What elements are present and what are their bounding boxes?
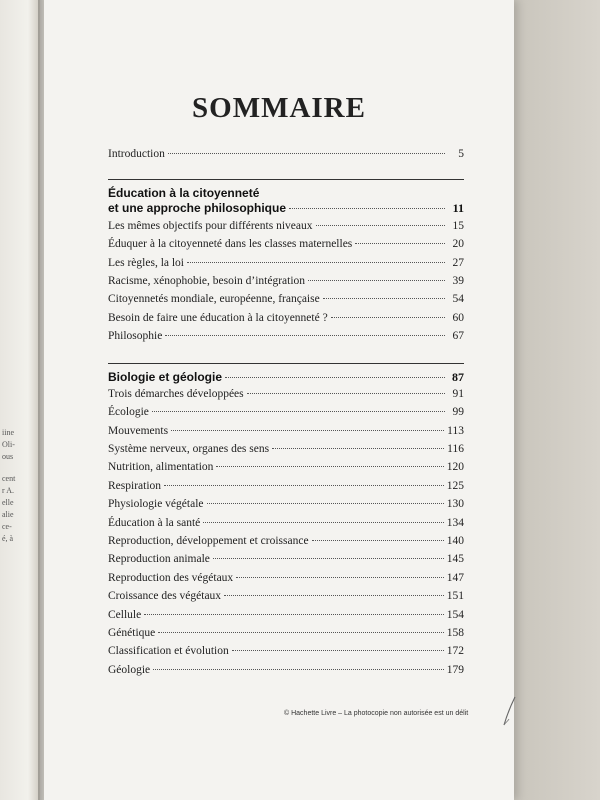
toc-entry-page: 39 (452, 274, 464, 287)
prev-page-fragment: Oli- (2, 440, 15, 449)
previous-page-edge (0, 0, 40, 800)
toc-entry-page: 5 (458, 148, 464, 160)
dot-leader (272, 448, 444, 449)
toc-entry-label: Besoin de faire une éducation à la citoyenneté ? (108, 311, 328, 324)
prev-page-fragment: cent (2, 474, 16, 483)
toc-entry-page: 130 (446, 498, 464, 511)
dot-leader (316, 225, 446, 226)
page-title: SOMMAIRE (192, 92, 366, 124)
prev-page-fragment: elle (2, 498, 14, 507)
toc-entry-label: Les mêmes objectifs pour différents niveaux (108, 219, 313, 232)
toc-entry-page: 172 (446, 645, 464, 658)
prev-page-fragment: alie (2, 510, 14, 519)
toc-entry[interactable] (108, 572, 464, 590)
dot-leader (213, 558, 444, 559)
toc-entry-label: Reproduction des végétaux (108, 571, 234, 584)
dot-leader (232, 650, 444, 651)
toc-entry-page: 134 (446, 516, 464, 529)
toc-entry[interactable] (108, 312, 464, 330)
toc-entry-page: 179 (446, 663, 464, 676)
handwritten-page-mark (499, 695, 519, 729)
toc-entry-label: Classification et évolution (108, 645, 229, 658)
toc-entry-label: Reproduction, développement et croissance (108, 535, 309, 548)
dot-leader (187, 262, 445, 263)
pencil-stroke-icon (499, 695, 519, 729)
toc-entry[interactable] (108, 388, 464, 406)
toc-entry[interactable] (108, 664, 464, 682)
toc-entry[interactable] (108, 498, 464, 516)
toc-entry-label: Nutrition, alimentation (108, 461, 214, 474)
toc-entry-page: 116 (447, 443, 464, 456)
toc-entry-label: Trois démarches développées (108, 387, 244, 400)
toc-entry-label: Respiration (108, 479, 162, 492)
toc-entry-label: Reproduction animale (108, 553, 210, 566)
toc-entry-page: 125 (446, 479, 464, 492)
toc-entry-page: 27 (452, 256, 464, 269)
toc-entry-label: Cellule (108, 608, 142, 621)
toc-entry-page: 158 (446, 626, 464, 639)
section-page: 11 (452, 201, 464, 216)
toc-entry-page: 147 (446, 571, 464, 584)
dot-leader (207, 503, 444, 504)
toc-entry[interactable] (108, 517, 464, 535)
toc-entry-label: Éduquer à la citoyenneté dans les classes maternelles (108, 238, 353, 251)
copyright-footer: © Hachette Livre – La photocopie non autorisée est un délit (284, 710, 469, 717)
toc-entry-label: Racisme, xénophobie, besoin d’intégration (108, 274, 306, 287)
toc-entry-page: 20 (452, 238, 464, 251)
dot-leader (312, 540, 444, 541)
dot-leader (203, 522, 443, 523)
toc-entry[interactable] (108, 645, 464, 663)
dot-leader (225, 377, 445, 378)
dot-leader (308, 280, 445, 281)
toc-entry-label: Croissance des végétaux (108, 590, 222, 603)
dot-leader (216, 466, 443, 467)
toc-entry-label: Génétique (108, 626, 156, 639)
toc-entry[interactable] (108, 443, 464, 461)
toc-entry-introduction[interactable] (108, 148, 464, 166)
dot-leader (355, 243, 445, 244)
toc-entry-page: 113 (447, 424, 464, 437)
toc-entry-page: 91 (452, 387, 464, 400)
toc-entry-page: 99 (452, 406, 464, 419)
dot-leader (152, 411, 445, 412)
book-page (44, 0, 514, 800)
prev-page-fragment: r A. (2, 486, 14, 495)
toc-entry-label: Écologie (108, 406, 149, 419)
toc-entry-label: Système nerveux, organes des sens (108, 443, 270, 456)
toc-entry-label: Éducation à la santé (108, 516, 201, 529)
toc-entry-page: 15 (452, 219, 464, 232)
toc-entry[interactable] (108, 627, 464, 645)
toc-entry-label: Géologie (108, 663, 151, 676)
dot-leader (168, 153, 445, 154)
prev-page-fragment: ce- (2, 522, 12, 531)
toc-entry[interactable] (108, 257, 464, 275)
toc-entry[interactable] (108, 535, 464, 553)
prev-page-fragment: é, à (2, 534, 14, 543)
toc-entry-page: 140 (446, 535, 464, 548)
toc-entry[interactable] (108, 238, 464, 256)
toc-entry[interactable] (108, 609, 464, 627)
dot-leader (224, 595, 444, 596)
toc-entry-label: Philosophie (108, 330, 163, 343)
prev-page-fragment: iine (2, 428, 14, 437)
section-heading-line2: et une approche philosophique (108, 201, 287, 216)
toc-entry-page: 54 (452, 293, 464, 306)
section-heading-citizenship-line2[interactable] (108, 201, 464, 219)
dot-leader (247, 393, 445, 394)
toc-entry-page: 120 (446, 461, 464, 474)
toc-entry[interactable] (108, 220, 464, 238)
section-page: 87 (452, 369, 464, 384)
table-of-contents (108, 148, 464, 682)
toc-entry-page: 67 (452, 330, 464, 343)
toc-entry-label: Mouvements (108, 424, 169, 437)
dot-leader (153, 669, 444, 670)
toc-entry[interactable] (108, 461, 464, 479)
toc-entry[interactable] (108, 406, 464, 424)
toc-entry[interactable] (108, 425, 464, 443)
dot-leader (165, 335, 445, 336)
toc-entry[interactable] (108, 553, 464, 571)
dot-leader (323, 298, 445, 299)
dot-leader (236, 577, 444, 578)
toc-entry-label: Introduction (108, 148, 165, 160)
toc-entry-page: 154 (446, 608, 464, 621)
prev-page-fragment: ous (2, 452, 14, 461)
section-heading-citizenship[interactable] (108, 186, 464, 201)
toc-entry[interactable] (108, 590, 464, 608)
background-surface (514, 0, 600, 800)
section-heading-line1: Éducation à la citoyenneté (108, 186, 260, 201)
dot-leader (158, 632, 443, 633)
toc-entry[interactable] (108, 330, 464, 348)
dot-leader (171, 430, 444, 431)
section-heading-line1: Biologie et géologie (108, 369, 223, 384)
toc-entry[interactable] (108, 275, 464, 293)
dot-leader (289, 208, 445, 209)
dot-leader (164, 485, 444, 486)
toc-entry-label: Citoyennetés mondiale, européenne, française (108, 293, 320, 306)
section-heading-biology[interactable] (108, 370, 464, 388)
toc-entry-page: 60 (452, 311, 464, 324)
toc-entry[interactable] (108, 480, 464, 498)
toc-entry[interactable] (108, 293, 464, 311)
toc-entry-page: 151 (446, 590, 464, 603)
dot-leader (331, 317, 445, 318)
toc-entry-label: Les règles, la loi (108, 256, 185, 269)
toc-entry-label: Physiologie végétale (108, 498, 204, 511)
toc-entry-page: 145 (446, 553, 464, 566)
dot-leader (144, 614, 444, 615)
